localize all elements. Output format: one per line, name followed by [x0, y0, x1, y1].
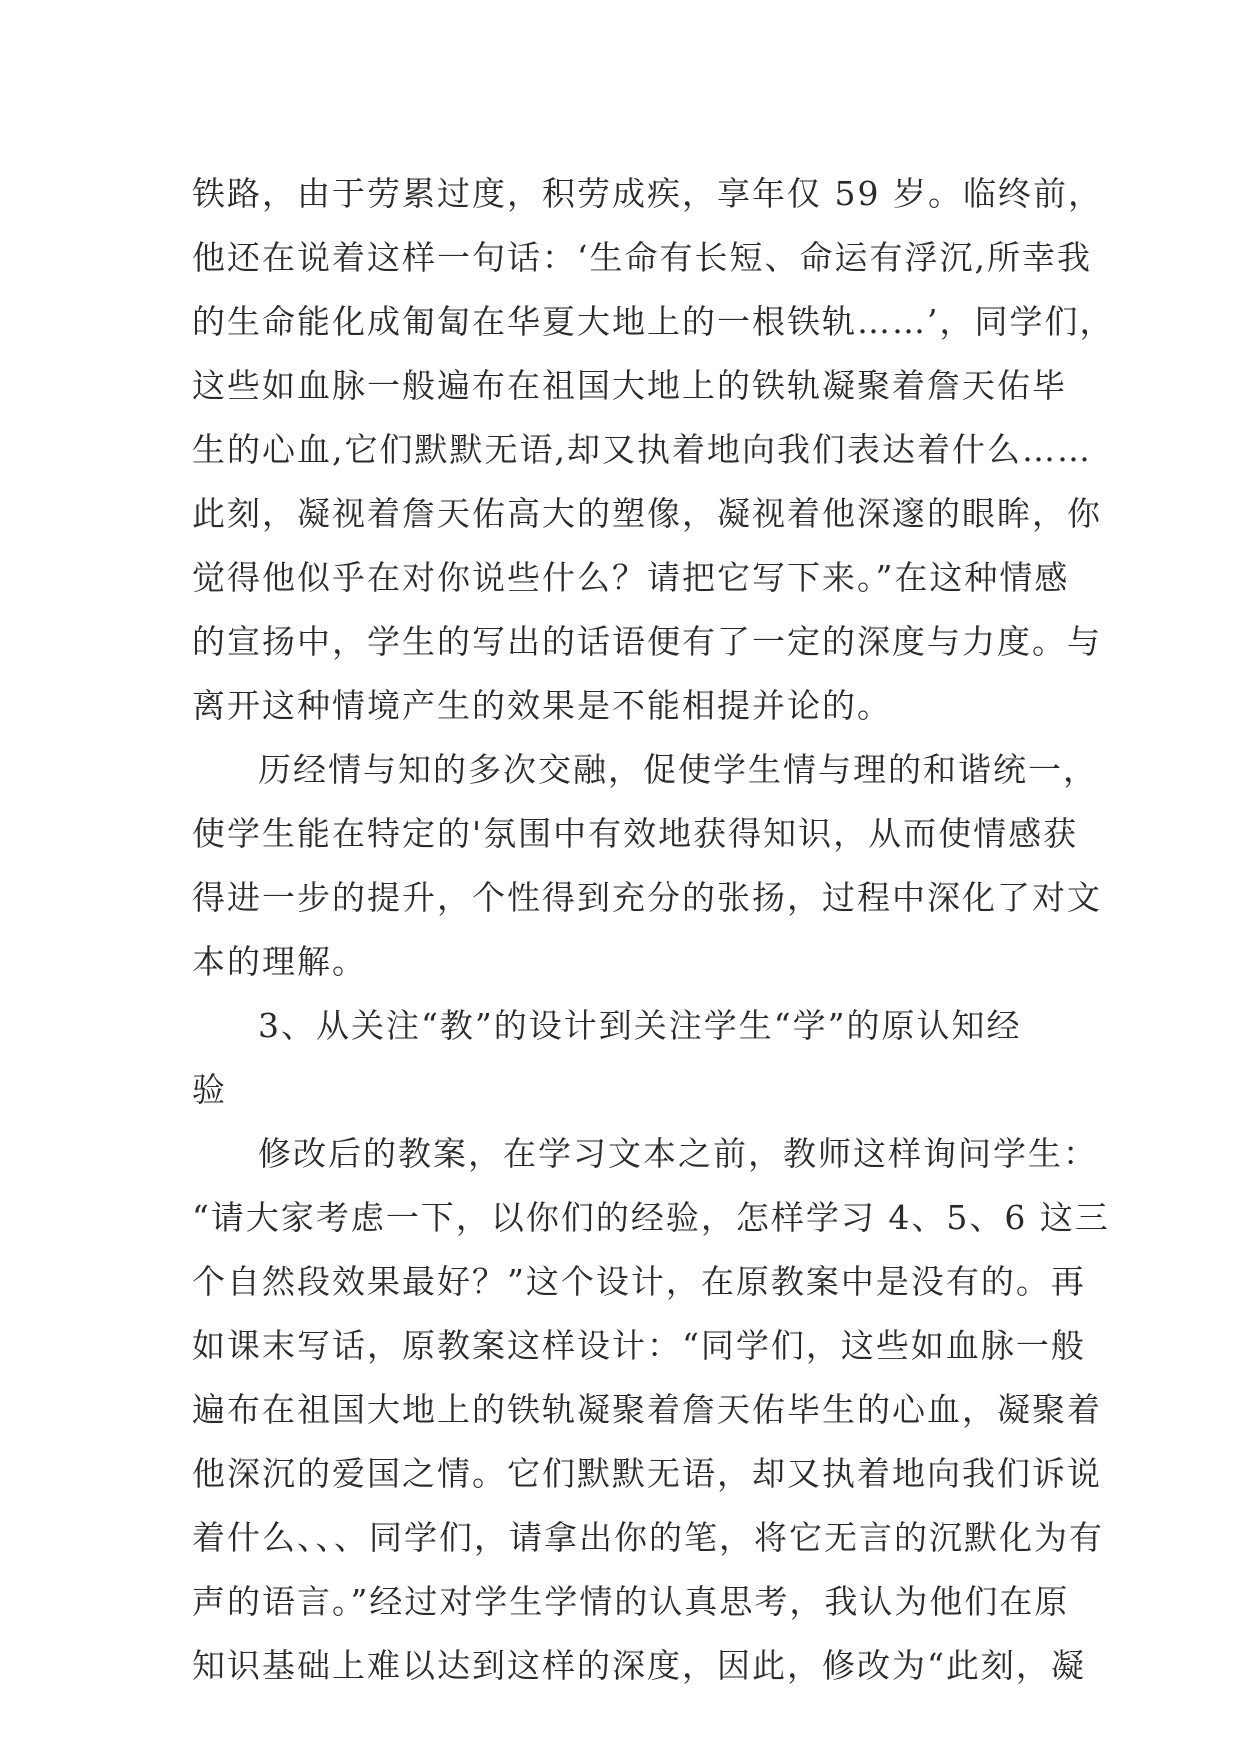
text-line: 的生命能化成匍匐在华夏大地上的一根铁轨……’，同学们， — [192, 302, 1115, 341]
text-line: 铁路，由于劳累过度，积劳成疾，享年仅 59 岁。临终前， — [192, 174, 1103, 213]
text-line: 着什么、、、同学们，请拿出你的笔，将它无言的沉默化为有 — [192, 1518, 1104, 1557]
text-line: 这些如血脉一般遍布在祖国大地上的铁轨凝聚着詹天佑毕 — [192, 366, 1067, 405]
paragraph-first-line: 修改后的教案，在学习文本之前，教师这样询问学生： — [258, 1134, 1098, 1173]
body-text — [192, 162, 1115, 1698]
text-line: “请大家考虑一下，以你们的经验，怎样学习 4、5、6 这三 — [192, 1198, 1110, 1237]
text-line: 知识基础上难以达到这样的深度，因此，修改为“此刻，凝 — [192, 1646, 1086, 1685]
text-line: 他深沉的爱国之情。它们默默无语，却又执着地向我们诉说 — [192, 1454, 1102, 1493]
text-line: 个自然段效果最好？”这个设计，在原教案中是没有的。再 — [192, 1262, 1086, 1301]
text-line: 如课末写话，原教案这样设计：“同学们，这些如血脉一般 — [192, 1326, 1086, 1365]
text-line: 他还在说着这样一句话：‘生命有长短、命运有浮沉,所幸我 — [192, 238, 1092, 277]
text-line: 的宣扬中，学生的写出的话语便有了一定的深度与力度。与 — [192, 622, 1102, 661]
text-line: 此刻，凝视着詹天佑高大的塑像，凝视着他深邃的眼眸，你 — [192, 494, 1102, 533]
section-heading-continuation: 验 — [192, 1070, 227, 1109]
text-line: 遍布在祖国大地上的铁轨凝聚着詹天佑毕生的心血，凝聚着 — [192, 1390, 1102, 1429]
text-line: 本的理解。 — [192, 942, 367, 981]
section-heading: 3、从关注“教”的设计到关注学生“学”的原认知经 — [258, 1006, 1022, 1045]
paragraph-first-line: 历经情与知的多次交融，促使学生情与理的和谐统一， — [258, 750, 1098, 789]
text-line: 生的心血,它们默默无语,却又执着地向我们表达着什么…… — [192, 430, 1092, 469]
text-line: 声的语言。”经过对学生学情的认真思考，我认为他们在原 — [192, 1582, 1070, 1621]
text-line: 离开这种情境产生的效果是不能相提并论的。 — [192, 686, 892, 725]
text-line: 使学生能在特定的'氛围中有效地获得知识，从而使情感获 — [192, 814, 1079, 853]
text-line: 觉得他似乎在对你说些什么？请把它写下来。”在这种情感 — [192, 558, 1070, 597]
text-line: 得进一步的提升，个性得到充分的张扬，过程中深化了对文 — [192, 878, 1102, 917]
